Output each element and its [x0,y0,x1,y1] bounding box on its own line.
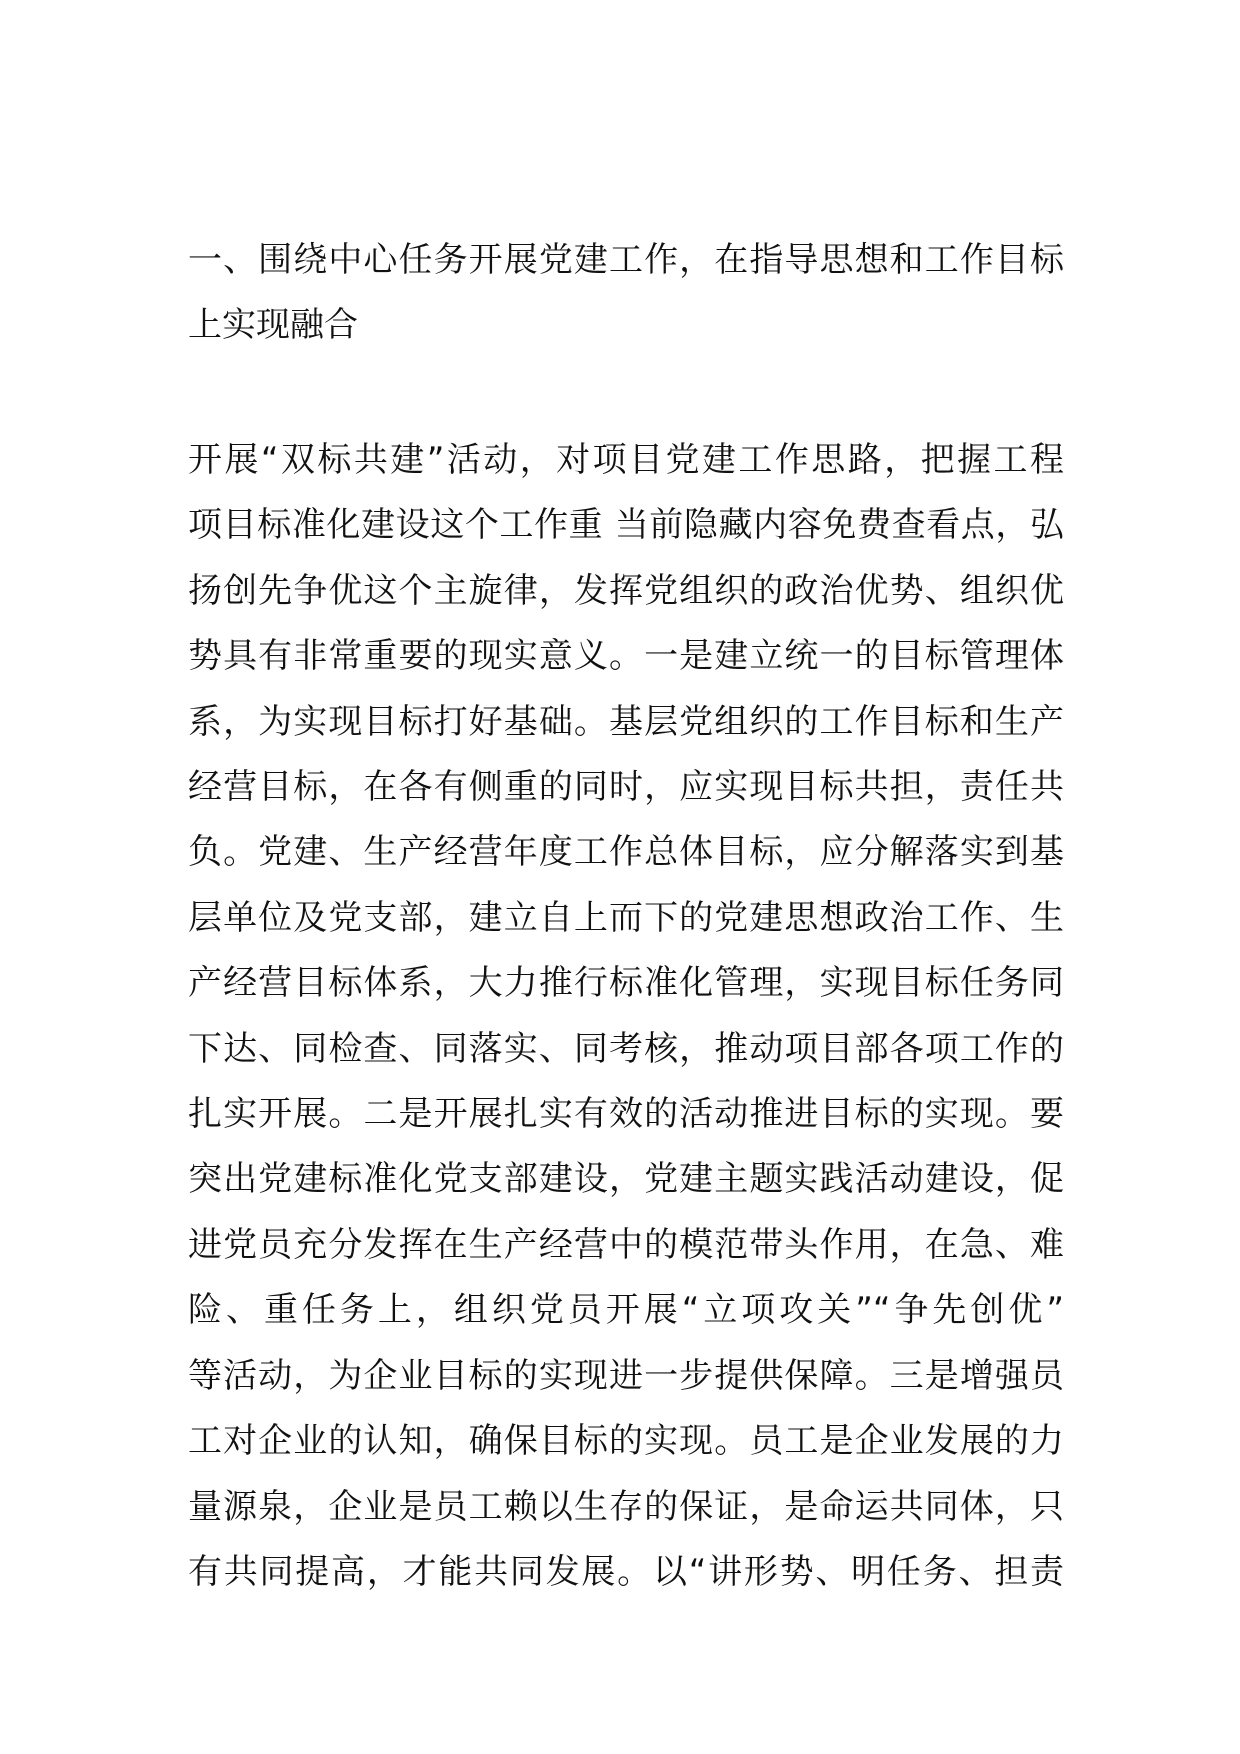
paragraph-line: 开展“双标共建”活动，对项目党建工作思路，把握工程 [188,440,1064,480]
paragraph-line: 项目标准化建设这个工作重 当前隐藏内容免费查看点，弘 [188,505,1064,546]
paragraph-line: 进党员充分发挥在生产经营中的模范带头作用，在急、难 [188,1224,1064,1265]
heading-line: 上实现融合 [188,305,358,346]
paragraph-line: 险、重任务上，组织党员开展“立项攻关”“争先创优” [188,1290,1064,1331]
section-heading [188,228,1064,359]
paragraph-line: 工对企业的认知，确保目标的实现。员工是企业发展的力 [188,1421,1064,1462]
paragraph-line: 下达、同检查、同落实、同考核，推动项目部各项工作的 [188,1028,1064,1069]
paragraph-line: 势具有非常重要的现实意义。一是建立统一的目标管理体 [188,636,1064,677]
paragraph-line: 负。党建、生产经营年度工作总体目标，应分解落实到基 [188,832,1064,873]
paragraph-line: 有共同提高，才能共同发展。以“讲形势、明任务、担责 [188,1551,1064,1592]
paragraph-line: 产经营目标体系，大力推行标准化管理，实现目标任务同 [188,963,1064,1004]
paragraph-line: 系，为实现目标打好基础。基层党组织的工作目标和生产 [188,701,1064,742]
paragraph-line: 量源泉，企业是员工赖以生存的保证，是命运共同体，只 [188,1486,1064,1527]
heading-line: 一、围绕中心任务开展党建工作，在指导思想和工作目标 [188,240,1064,280]
paragraph-line: 扬创先争优这个主旋律，发挥党组织的政治优势、组织优 [188,570,1064,611]
paragraph-line: 等活动，为企业目标的实现进一步提供保障。三是增强员 [188,1355,1064,1396]
body-paragraph [188,428,1064,1605]
paragraph-line: 经营目标，在各有侧重的同时，应实现目标共担，责任共 [188,767,1064,808]
paragraph-line: 层单位及党支部，建立自上而下的党建思想政治工作、生 [188,897,1064,938]
paragraph-line: 突出党建标准化党支部建设，党建主题实践活动建设，促 [188,1159,1064,1200]
paragraph-line: 扎实开展。二是开展扎实有效的活动推进目标的实现。要 [188,1094,1064,1135]
